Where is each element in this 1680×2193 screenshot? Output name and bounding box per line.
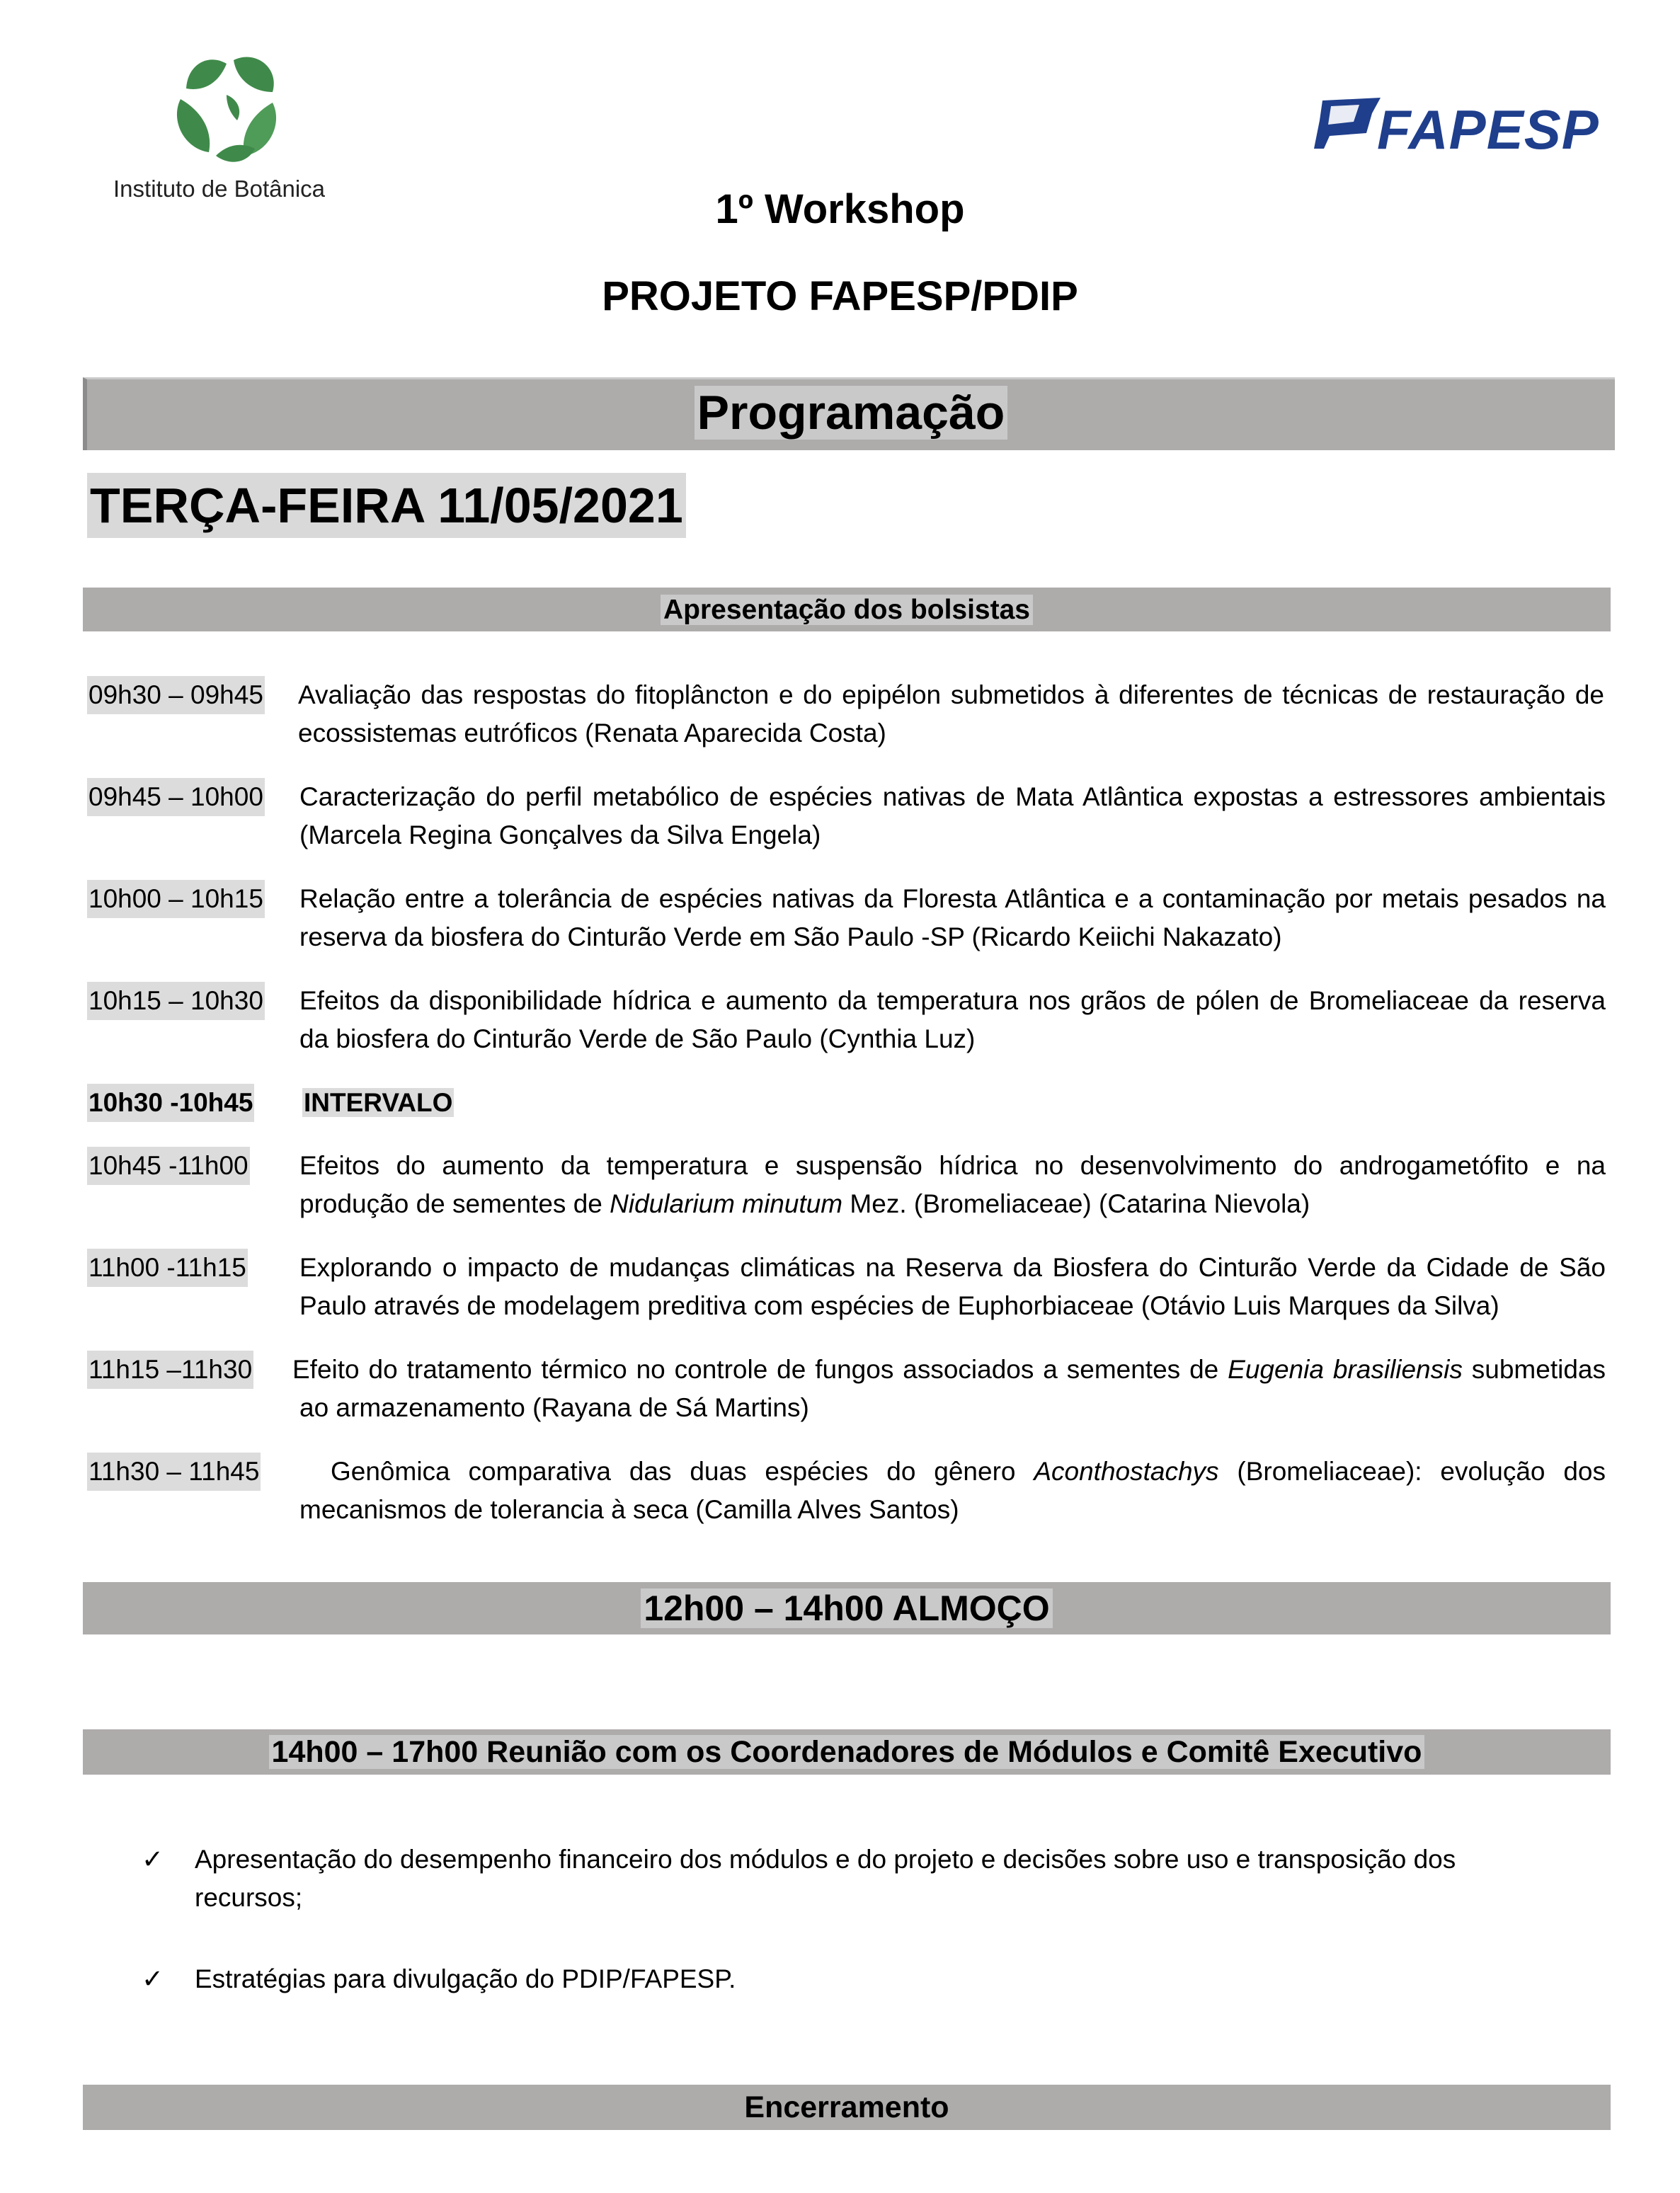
- schedule-description: [299, 1453, 1606, 1529]
- text-segment: (Bromeliaceae): evolução dos: [1218, 1457, 1606, 1486]
- meeting-item-text: [195, 1960, 1519, 1998]
- schedule-time: 09h30 – 09h45: [87, 676, 265, 714]
- schedule-time: 09h45 – 10h00: [87, 778, 265, 816]
- schedule-time: 11h30 – 11h45: [87, 1453, 261, 1491]
- description-line: da biosfera do Cinturão Verde de São Paulo (Cynthia Luz): [299, 1024, 976, 1053]
- description-line: Efeitos da disponibilidade hídrica e aumento da temperatura nos grãos de pólen de Bromeliaceae da reserva: [299, 986, 1606, 1015]
- meeting-item-text: [195, 1840, 1519, 1917]
- workshop-title: 1º Workshop: [715, 186, 965, 232]
- description-line: Relação entre a tolerância de espécies nativas da Floresta Atlântica e a contaminação por metais pesados na: [299, 884, 1606, 913]
- schedule-description: [299, 1147, 1606, 1223]
- item-line: recursos;: [195, 1883, 303, 1912]
- schedule-time: 11h15 –11h30: [87, 1351, 253, 1389]
- text-segment: produção de sementes de: [299, 1189, 610, 1218]
- text-segment: Genômica comparativa das duas espécies do gênero: [331, 1457, 1034, 1486]
- species-name: Nidularium minutum: [610, 1189, 843, 1218]
- genus-name: Aconthostachys: [1034, 1457, 1219, 1486]
- description-line: Explorando o impacto de mudanças climáticas na Reserva da Biosfera do Cinturão Verde da Cidade de São: [299, 1253, 1606, 1282]
- schedule-time: 10h45 -11h00: [87, 1147, 250, 1185]
- description-line: Efeitos do aumento da temperatura e suspensão hídrica no desenvolvimento do androgametófito e na: [299, 1151, 1606, 1180]
- program-heading-band: [83, 377, 1615, 450]
- schedule-time: 11h00 -11h15: [87, 1249, 248, 1287]
- description-line: mecanismos de tolerancia à seca (Camilla Alves Santos): [299, 1495, 959, 1524]
- break-label: INTERVALO: [304, 1088, 453, 1117]
- lunch-band: [83, 1582, 1611, 1634]
- project-title: PROJETO FAPESP/PDIP: [602, 273, 1078, 319]
- description-line: Avaliação das respostas do fitoplâncton e do epipélon submetidos à diferentes de técnicas de restauração de: [298, 680, 1604, 709]
- text-segment: submetidas: [1462, 1355, 1606, 1384]
- item-line: Estratégias para divulgação do PDIP/FAPESP.: [195, 1964, 736, 1993]
- description-line: (Marcela Regina Gonçalves da Silva Engela): [299, 820, 821, 849]
- closing-band: [83, 2085, 1611, 2130]
- checkmark-icon: ✓: [142, 1844, 164, 1874]
- flag-logo-icon: [1310, 92, 1388, 156]
- description-line: Caracterização do perfil metabólico de espécies nativas de Mata Atlântica expostas a estressores ambientais: [299, 782, 1606, 811]
- description-line: ecossistemas eutróficos (Renata Aparecida Costa): [298, 718, 886, 748]
- program-heading: Programação: [695, 386, 1008, 440]
- meeting-heading: 14h00 – 17h00 Reunião com os Coordenadores de Módulos e Comitê Executivo: [269, 1735, 1425, 1769]
- description-line: reserva da biosfera do Cinturão Verde em São Paulo -SP (Ricardo Keiichi Nakazato): [299, 922, 1282, 951]
- closing-heading: Encerramento: [744, 2090, 949, 2124]
- item-line: Apresentação do desempenho financeiro dos módulos e do projeto e decisões sobre uso e transposição dos: [195, 1845, 1456, 1874]
- meeting-band: [83, 1729, 1611, 1775]
- schedule-description: [302, 1084, 1608, 1122]
- schedule-description: [298, 676, 1604, 752]
- presentations-band: [83, 588, 1611, 631]
- description-line: Paulo através de modelagem preditiva com espécies de Euphorbiaceae (Otávio Luis Marques da Silva): [299, 1291, 1499, 1320]
- leaf-logo-icon: [166, 50, 287, 170]
- instituto-botanica-name: Instituto de Botânica: [113, 176, 326, 202]
- schedule-time: 10h30 -10h45: [87, 1084, 254, 1122]
- lunch-heading: 12h00 – 14h00 ALMOÇO: [641, 1588, 1052, 1628]
- text-segment: Mez. (Bromeliaceae) (Catarina Nievola): [842, 1189, 1310, 1218]
- schedule-description: [299, 1249, 1606, 1325]
- description-line: [299, 1185, 1606, 1223]
- text-segment: Efeito do tratamento térmico no controle de fungos associados a sementes de: [292, 1355, 1228, 1384]
- fapesp-wordmark: FAPESP: [1377, 98, 1599, 161]
- schedule-time: 10h15 – 10h30: [87, 982, 265, 1020]
- schedule-time: 10h00 – 10h15: [87, 880, 265, 918]
- day-title: TERÇA-FEIRA 11/05/2021: [87, 473, 686, 538]
- instituto-botanica-logo: [106, 50, 354, 205]
- presentations-heading: Apresentação dos bolsistas: [661, 595, 1033, 625]
- schedule-description: [292, 1351, 1606, 1427]
- fapesp-logo: [1310, 85, 1599, 170]
- species-name: Eugenia brasiliensis: [1228, 1355, 1463, 1384]
- description-line: ao armazenamento (Rayana de Sá Martins): [299, 1393, 809, 1422]
- checkmark-icon: ✓: [142, 1964, 164, 1994]
- schedule-description: [299, 982, 1606, 1058]
- schedule-description: [299, 880, 1606, 956]
- description-line: [299, 1453, 1606, 1491]
- description-line: [292, 1351, 1606, 1389]
- schedule-description: [299, 778, 1606, 854]
